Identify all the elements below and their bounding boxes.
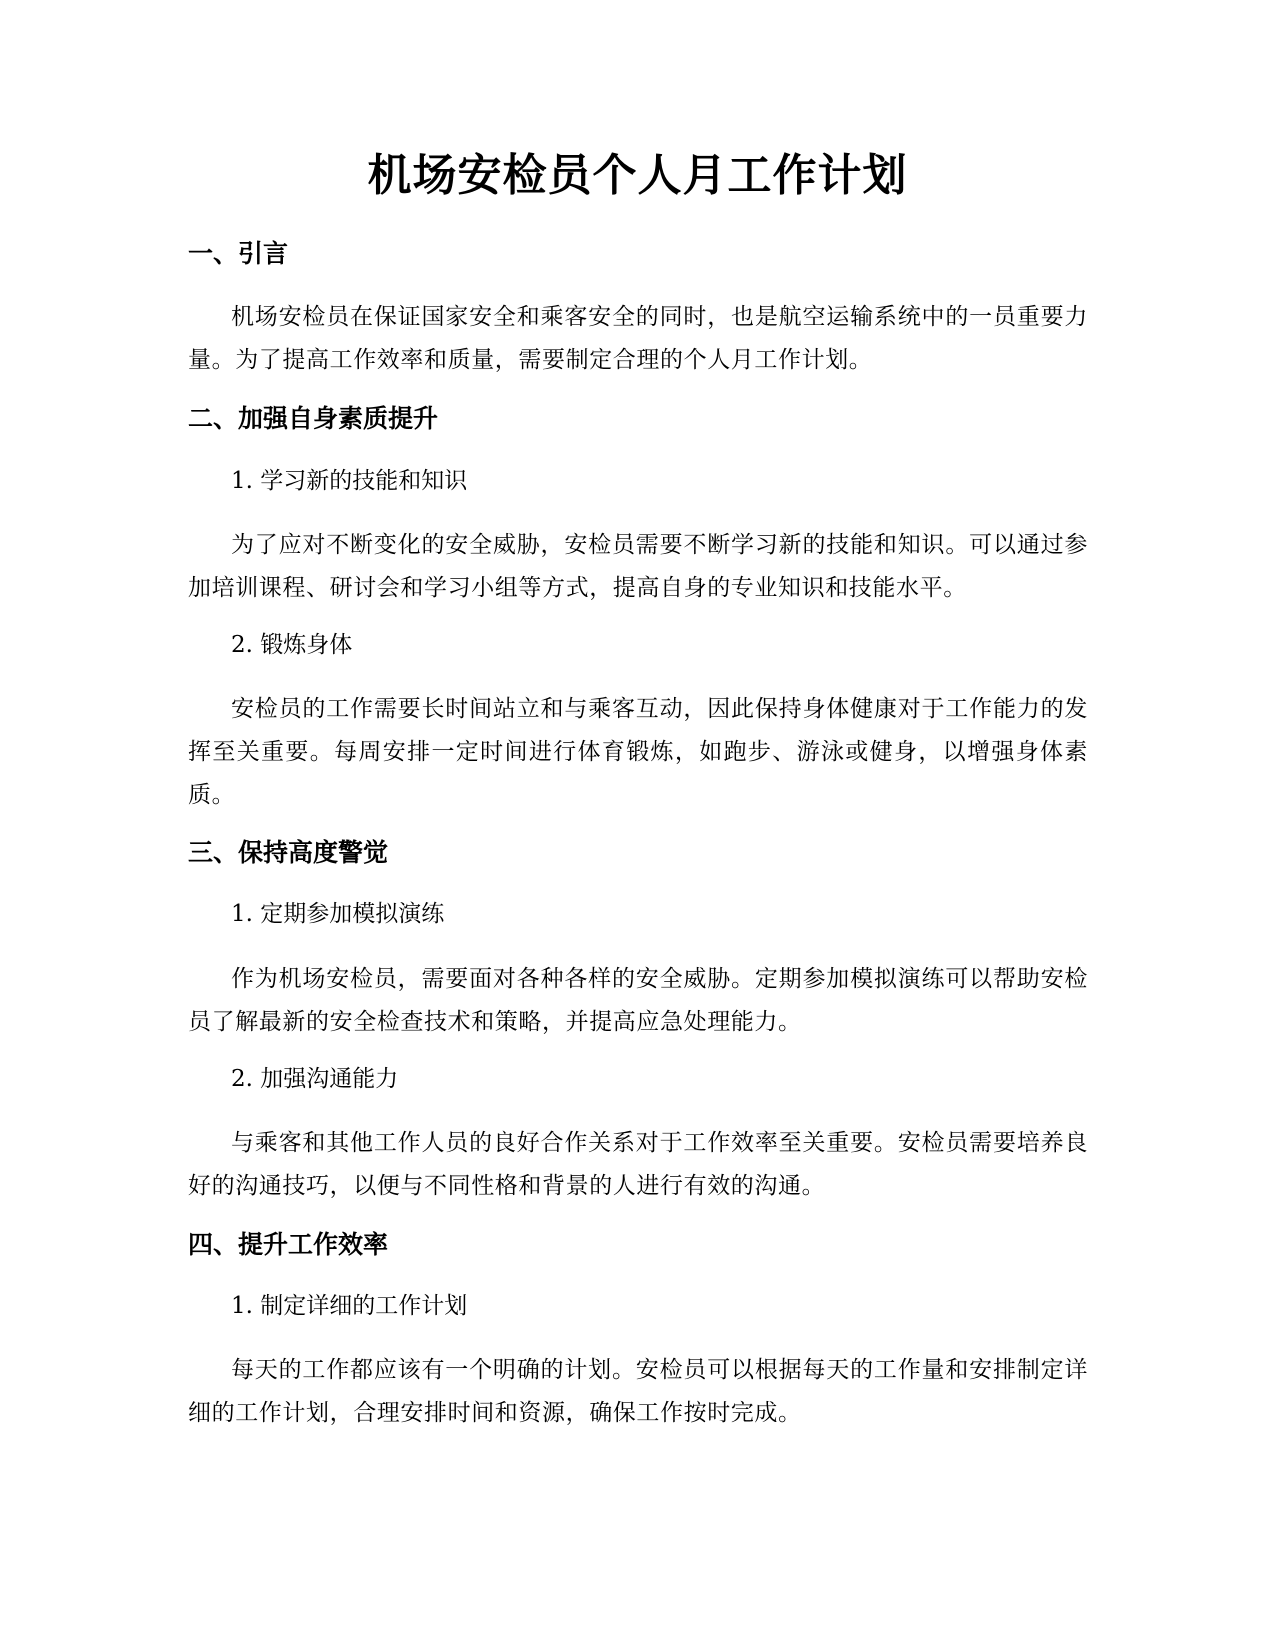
- subitem-title-learn-skills: 1. 学习新的技能和知识: [231, 468, 468, 494]
- subitem-title-work-plan: 1. 制定详细的工作计划: [231, 1293, 468, 1319]
- subitem-title-drills: 1. 定期参加模拟演练: [231, 901, 445, 927]
- subitem-paragraph-work-plan: 每天的工作都应该有一个明确的计划。安检员可以根据每天的工作量和安排制定详细的工作计划，合理安排时间和资源，确保工作按时完成。: [188, 1357, 1088, 1426]
- subitem-title-communication: 2. 加强沟通能力: [231, 1066, 399, 1092]
- subitem-paragraph-communication: 与乘客和其他工作人员的良好合作关系对于工作效率至关重要。安检员需要培养良好的沟通技巧，以便与不同性格和背景的人进行有效的沟通。: [188, 1130, 1088, 1199]
- section-heading-alertness: 三、保持高度警觉: [188, 838, 389, 867]
- subitem-paragraph-exercise: 安检员的工作需要长时间站立和与乘客互动，因此保持身体健康对于工作能力的发挥至关重要。每周安排一定时间进行体育锻炼，如跑步、游泳或健身，以增强身体素质。: [188, 696, 1088, 808]
- subitem-paragraph-learn-skills: 为了应对不断变化的安全威胁，安检员需要不断学习新的技能和知识。可以通过参加培训课程、研讨会和学习小组等方式，提高自身的专业知识和技能水平。: [188, 532, 1088, 601]
- document-title: 机场安检员个人月工作计划: [367, 150, 908, 201]
- subitem-title-exercise: 2. 锻炼身体: [231, 632, 353, 658]
- section-heading-self-improvement: 二、加强自身素质提升: [188, 404, 439, 433]
- section-paragraph-introduction: 机场安检员在保证国家安全和乘客安全的同时，也是航空运输系统中的一员重要力量。为了提高工作效率和质量，需要制定合理的个人月工作计划。: [188, 304, 1088, 373]
- section-heading-introduction: 一、引言: [188, 239, 289, 268]
- subitem-paragraph-drills: 作为机场安检员，需要面对各种各样的安全威胁。定期参加模拟演练可以帮助安检员了解最新的安全检查技术和策略，并提高应急处理能力。: [188, 966, 1088, 1035]
- section-heading-efficiency: 四、提升工作效率: [188, 1230, 389, 1259]
